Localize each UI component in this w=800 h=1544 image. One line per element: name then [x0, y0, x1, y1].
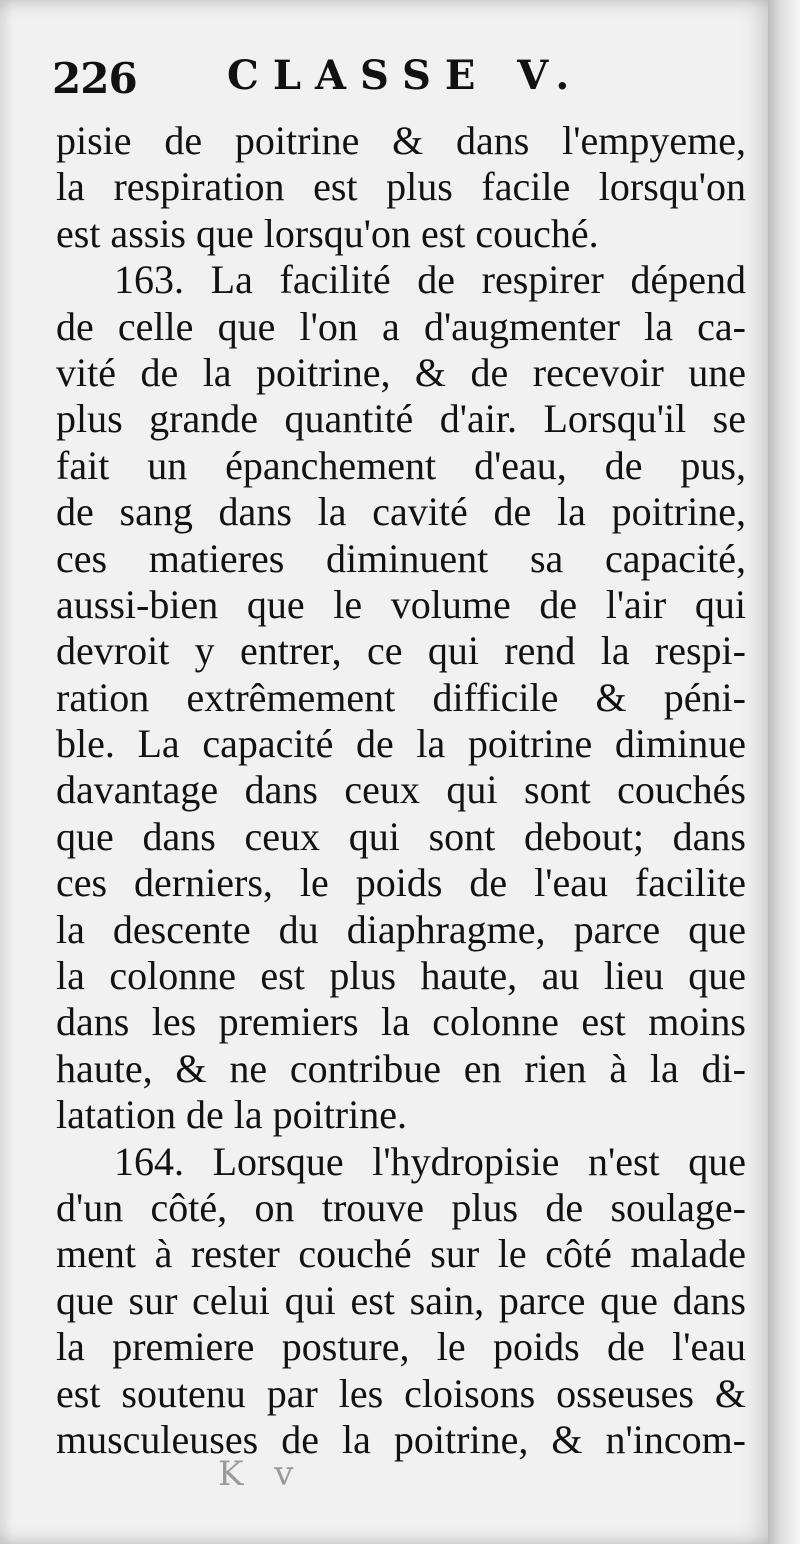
text-line: aussi-bien que le volume de l'air qui	[56, 581, 746, 627]
running-head: CLASSE V.	[227, 52, 584, 99]
text-line: pisie de poitrine & dans l'empyeme,	[56, 118, 746, 163]
text-line: ration extrêmement difficile & péni-	[56, 674, 746, 720]
page-header	[52, 48, 752, 108]
text-line: d'un côté, on trouve plus de soulage-	[56, 1184, 746, 1230]
paragraph-start-164: 164. Lorsque l'hydropisie n'est que	[114, 1138, 746, 1184]
text-line: que dans ceux qui sont debout; dans	[56, 813, 746, 859]
text-line: de celle que l'on a d'augmenter la ca-	[56, 303, 746, 349]
text-line: fait un épanchement d'eau, de pus,	[56, 442, 746, 488]
text-line: est assis que lorsqu'on est couché.	[56, 210, 599, 256]
text-line: la respiration est plus facile lorsqu'on	[56, 164, 746, 210]
text-line: ces derniers, le poids de l'eau facilite	[56, 860, 746, 906]
text-line: vité de la poitrine, & de recevoir une	[56, 349, 746, 395]
text-line: que sur celui qui est sain, parce que dans	[56, 1277, 746, 1323]
text-line: ble. La capacité de la poitrine diminue	[56, 721, 746, 767]
signature-mark: K v	[218, 1454, 304, 1494]
text-line: plus grande quantité d'air. Lorsqu'il se	[56, 396, 746, 442]
page-edge-shadow	[768, 0, 800, 1544]
text-line: de sang dans la cavité de la poitrine,	[56, 489, 746, 535]
page-number: 226	[52, 54, 137, 103]
text-line: davantage dans ceux qui sont couchés	[56, 767, 746, 813]
paragraph-start-163: 163. La facilité de respirer dépend	[114, 257, 746, 303]
text-line: ces matieres diminuent sa capacité,	[56, 535, 746, 581]
text-line: devroit y entrer, ce qui rend la respi-	[56, 628, 746, 674]
text-line: haute, & ne contribue en rien à la di-	[56, 1045, 746, 1091]
text-line: est soutenu par les cloisons osseuses &	[56, 1370, 746, 1416]
text-line: la colonne est plus haute, au lieu que	[56, 953, 746, 999]
text-line: ment à rester couché sur le côté malade	[56, 1231, 746, 1277]
text-line: latation de la poitrine.	[56, 1092, 407, 1138]
body-text	[56, 118, 746, 1463]
text-line: la premiere posture, le poids de l'eau	[56, 1324, 746, 1370]
text-line: dans les premiers la colonne est moins	[56, 999, 746, 1045]
text-line: musculeuses de la poitrine, & n'incom-	[56, 1416, 746, 1462]
text-line: la descente du diaphragme, parce que	[56, 906, 746, 952]
